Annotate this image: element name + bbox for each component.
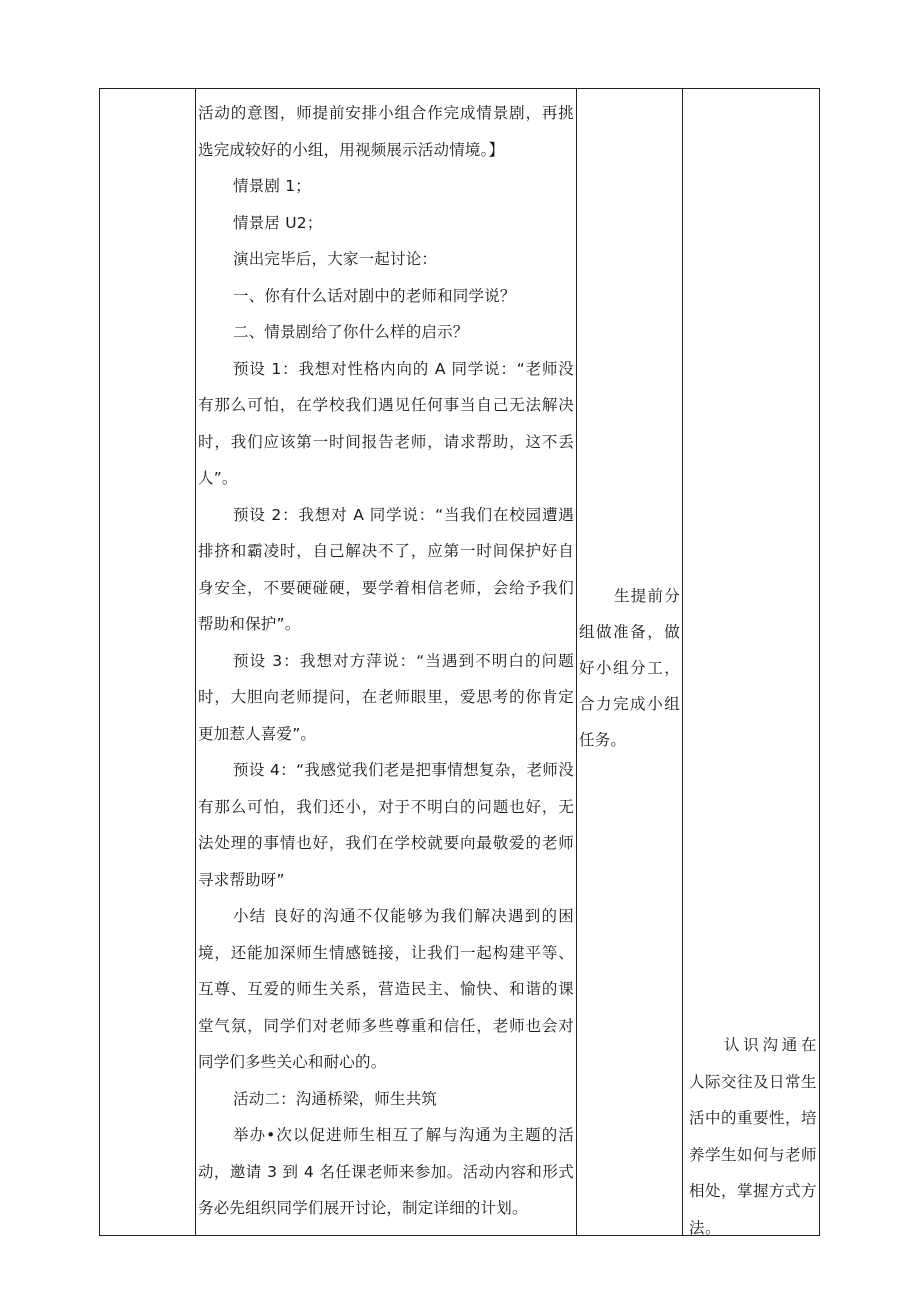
preset-2: 预设 2：我想对 A 同学说：“当我们在校园遭遇排挤和霸凌时，自己解决不了，应第一时间保护好自身安全，不要硬碰硬，要学着相信老师，会给予我们帮助和保护”。: [198, 505, 574, 633]
scene-2-label: 情景居 U2；: [233, 213, 323, 232]
preset-4: 预设 4：“我感觉我们老是把事情想复杂，老师没有那么可怕，我们还小，对于不明白的问题也好，无法处理的事情也好，我们在学校就要向最敬爱的老师寻求帮助呀”: [198, 761, 574, 889]
preset-3: 预设 3：我想对方萍说：“当遇到不明白的问题时，大胆向老师提问，在老师眼里，爱思考的你肯定更加惹人喜爱”。: [198, 651, 574, 743]
design-intent-cell: [683, 1027, 819, 1235]
activity-2-title: 活动二：沟通桥梁，师生共筑: [233, 1089, 438, 1108]
intent-paragraph: 活动的意图，师提前安排小组合作完成情景剧，再挑选完成较好的小组，用视频展示活动情境。】: [198, 104, 574, 159]
question-1: 一、你有什么话对剧中的老师和同学说？: [233, 286, 516, 305]
student-activity-cell: [577, 578, 682, 1235]
discussion-intro: 演出完毕后，大家一起讨论：: [233, 250, 438, 268]
question-2: 二、情景剧给了你什么样的启示？: [233, 323, 469, 341]
activity-2-description: 举办•次以促进师生相互了解与沟通为主题的活动，邀请 3 到 4 名任课老师来参加。活动内容和形式务必先组织同学们展开讨论，制定详细的计划。: [198, 1126, 574, 1217]
lesson-plan-table: [99, 88, 820, 1236]
student-activity-text: 生提前分组做准备，做好小组分工，合力完成小组任务。: [579, 587, 680, 749]
stage-cell: [100, 89, 195, 1235]
scene-1-label: 情景剧 1；: [233, 177, 311, 195]
summary-paragraph: 小结 良好的沟通不仅能够为我们解决遇到的困境，还能加深师生情感链接，让我们一起构建平等、互尊、互爱的师生关系，营造民主、愉快、和谐的课堂气氛，同学们对老师多些尊重和信任，老师也会对同学们多些关心和耐心的。: [198, 907, 574, 1071]
design-intent-text: 认识沟通在人际交往及日常生活中的重要性，培养学生如何与老师相处，掌握方式方法。: [689, 1036, 818, 1237]
preset-1: 预设 1：我想对性格内向的 A 同学说：“老师没有那么可怕，在学校我们遇见任何事当自己无法解决时，我们应该第一时间报告老师，请求帮助，这不丢人”。: [198, 359, 574, 487]
teaching-process-cell: [196, 89, 576, 1235]
